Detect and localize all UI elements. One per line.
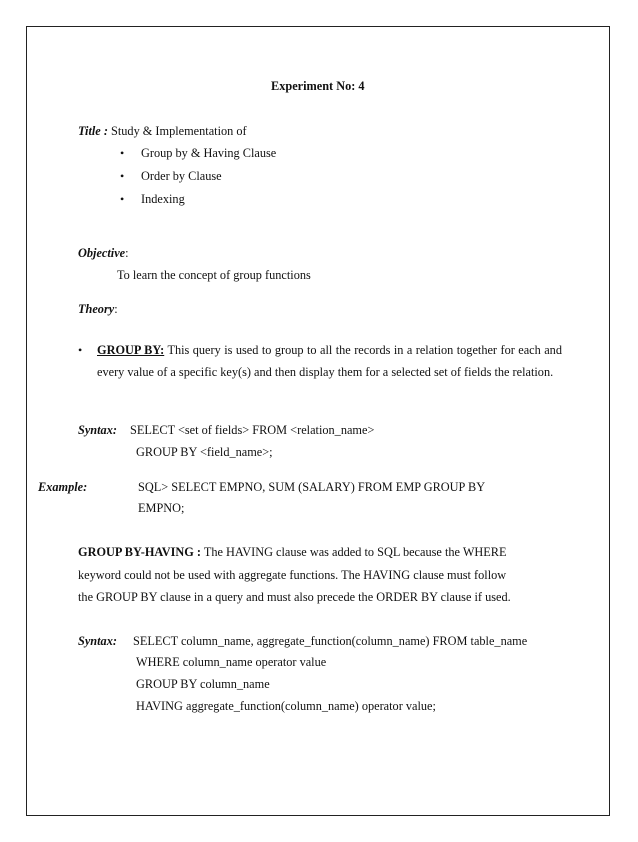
title-line [78,124,247,139]
objective-colon: : [125,246,129,260]
groupby-description: This query is used to group to all the records in a relation together for each and every value of a specific key(s) and then display them for a selected set of fields the relation. [97,343,562,379]
example-line: EMPNO; [138,501,185,515]
bullet-icon: • [120,192,125,206]
bullet-icon: • [120,146,125,160]
syntax2-line: WHERE column_name operator value [136,655,327,669]
title-label: Title : [78,124,108,138]
syntax2-label: Syntax: [78,634,117,648]
topic-item: Group by & Having Clause [141,146,277,160]
theory-colon: : [114,302,118,316]
theory-label: Theory [78,302,115,316]
bullet-icon: • [78,343,83,357]
objective-text: To learn the concept of group functions [117,268,311,282]
page-border [26,26,610,816]
having-term: GROUP BY-HAVING : [78,545,201,559]
groupby-term: GROUP BY: [97,343,165,357]
syntax1-label: Syntax: [78,423,117,437]
syntax2-line: SELECT column_name, aggregate_function(column_name) FROM table_name [133,634,528,648]
syntax1-line: GROUP BY <field_name>; [136,445,273,459]
having-text: The HAVING clause was added to SQL because the WHERE [201,545,507,559]
title-text: Study & Implementation of [111,124,247,138]
having-line [78,545,507,560]
syntax2-line: HAVING aggregate_function(column_name) operator value; [136,699,436,713]
groupby-paragraph [97,339,562,383]
objective-heading [78,246,129,261]
having-line: keyword could not be used with aggregate functions. The HAVING clause must follow [78,568,507,582]
experiment-heading: Experiment No: 4 [271,79,365,93]
syntax1-line: SELECT <set of fields> FROM <relation_name> [130,423,375,437]
example-label: Example: [38,480,88,494]
having-line: the GROUP BY clause in a query and must also precede the ORDER BY clause if used. [78,590,511,604]
topic-item: Order by Clause [141,169,222,183]
topic-item: Indexing [141,192,185,206]
bullet-icon: • [120,169,125,183]
objective-label: Objective [78,246,126,260]
syntax2-line: GROUP BY column_name [136,677,270,691]
example-line: SQL> SELECT EMPNO, SUM (SALARY) FROM EMP GROUP BY [138,480,486,494]
theory-heading [78,302,118,317]
